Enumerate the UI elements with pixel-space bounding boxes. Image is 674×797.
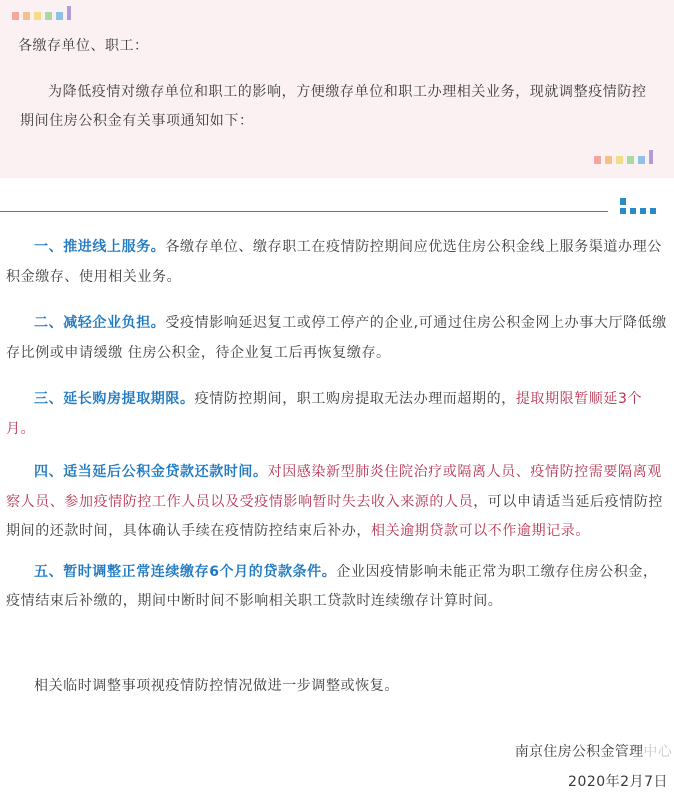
item-body: 各缴存单位、缴存职工在疫情防控期间应优选住房公积金线上服务渠道办理公积金缴存、使用相关业务。 xyxy=(6,239,662,285)
decorative-color-dots xyxy=(594,150,657,164)
notice-greeting: 各缴存单位、职工： xyxy=(18,38,149,54)
color-dot xyxy=(627,156,634,164)
notice-item xyxy=(6,309,670,368)
notice-date: 2020年2月7日 xyxy=(568,774,668,790)
item-body: 受疫情影响延迟复工或停工停产的企业,可通过住房公积金网上办事大厅降低缴存比例或申请缓缴 住房公积金，待企业复工后再恢复缴存。 xyxy=(6,315,667,361)
notice-item xyxy=(6,458,670,547)
item-body: 疫情防控期间，职工购房提取无法办理而超期的， xyxy=(194,391,516,407)
color-dot xyxy=(34,12,41,20)
color-dot xyxy=(594,156,601,164)
color-dot xyxy=(67,6,71,20)
color-dot xyxy=(616,156,623,164)
notice-item xyxy=(6,558,670,617)
item-highlight: 相关逾期贷款可以不作逾期记录。 xyxy=(371,523,590,539)
notice-item xyxy=(6,385,670,444)
item-body: ，可以申请适当延后疫情防控期间的还款时间，具体确认手续在疫情防控结束后补办， xyxy=(6,493,664,539)
color-dot xyxy=(638,156,645,164)
item-heading: 三、延长购房提取期限。 xyxy=(34,391,195,407)
notice-items xyxy=(6,233,670,631)
color-dot xyxy=(56,12,63,20)
item-heading: 四、适当延后公积金贷款还款时间。 xyxy=(34,464,268,480)
decorative-color-dots xyxy=(12,6,75,20)
color-dot xyxy=(45,12,52,20)
blue-dot xyxy=(620,208,626,214)
color-dot xyxy=(12,12,19,20)
item-highlight: 对因感染新型肺炎住院治疗或隔离人员、疫情防控需要隔离观察人员、参加疫情防控工作人员以及受疫情影响暂时失去收入来源的人员 xyxy=(6,464,662,510)
section-divider xyxy=(0,211,608,212)
item-body: 企业因疫情影响未能正常为职工缴存住房公积金，疫情结束后补缴的，期间中断时间不影响相关职工贷款时连续缴存计算时间。 xyxy=(6,563,658,609)
blue-dot xyxy=(650,208,656,214)
color-dot xyxy=(649,150,653,164)
signature-mark: 中心 xyxy=(643,744,672,760)
closing-text: 相关临时调整事项视疫情防控情况做进一步调整或恢复。 xyxy=(34,678,399,694)
item-highlight: 提取期限暂顺延3个月。 xyxy=(6,391,643,437)
color-dot xyxy=(23,12,30,20)
blue-dot xyxy=(620,198,626,205)
item-heading: 二、减轻企业负担。 xyxy=(34,315,166,331)
blue-dot xyxy=(630,208,636,214)
notice-intro: 为降低疫情对缴存单位和职工的影响，方便缴存单位和职工办理相关业务，现就调整疫情防控期间住房公积金有关事项通知如下： xyxy=(20,84,647,129)
signature xyxy=(515,742,672,762)
notice-item xyxy=(6,233,670,292)
signature-text: 南京住房公积金管理 xyxy=(514,744,644,760)
blue-dot xyxy=(640,208,646,214)
color-dot xyxy=(605,156,612,164)
item-heading: 一、推进线上服务。 xyxy=(34,239,166,255)
item-heading: 五、暂时调整正常连续缴存6个月的贷款条件。 xyxy=(34,563,337,580)
